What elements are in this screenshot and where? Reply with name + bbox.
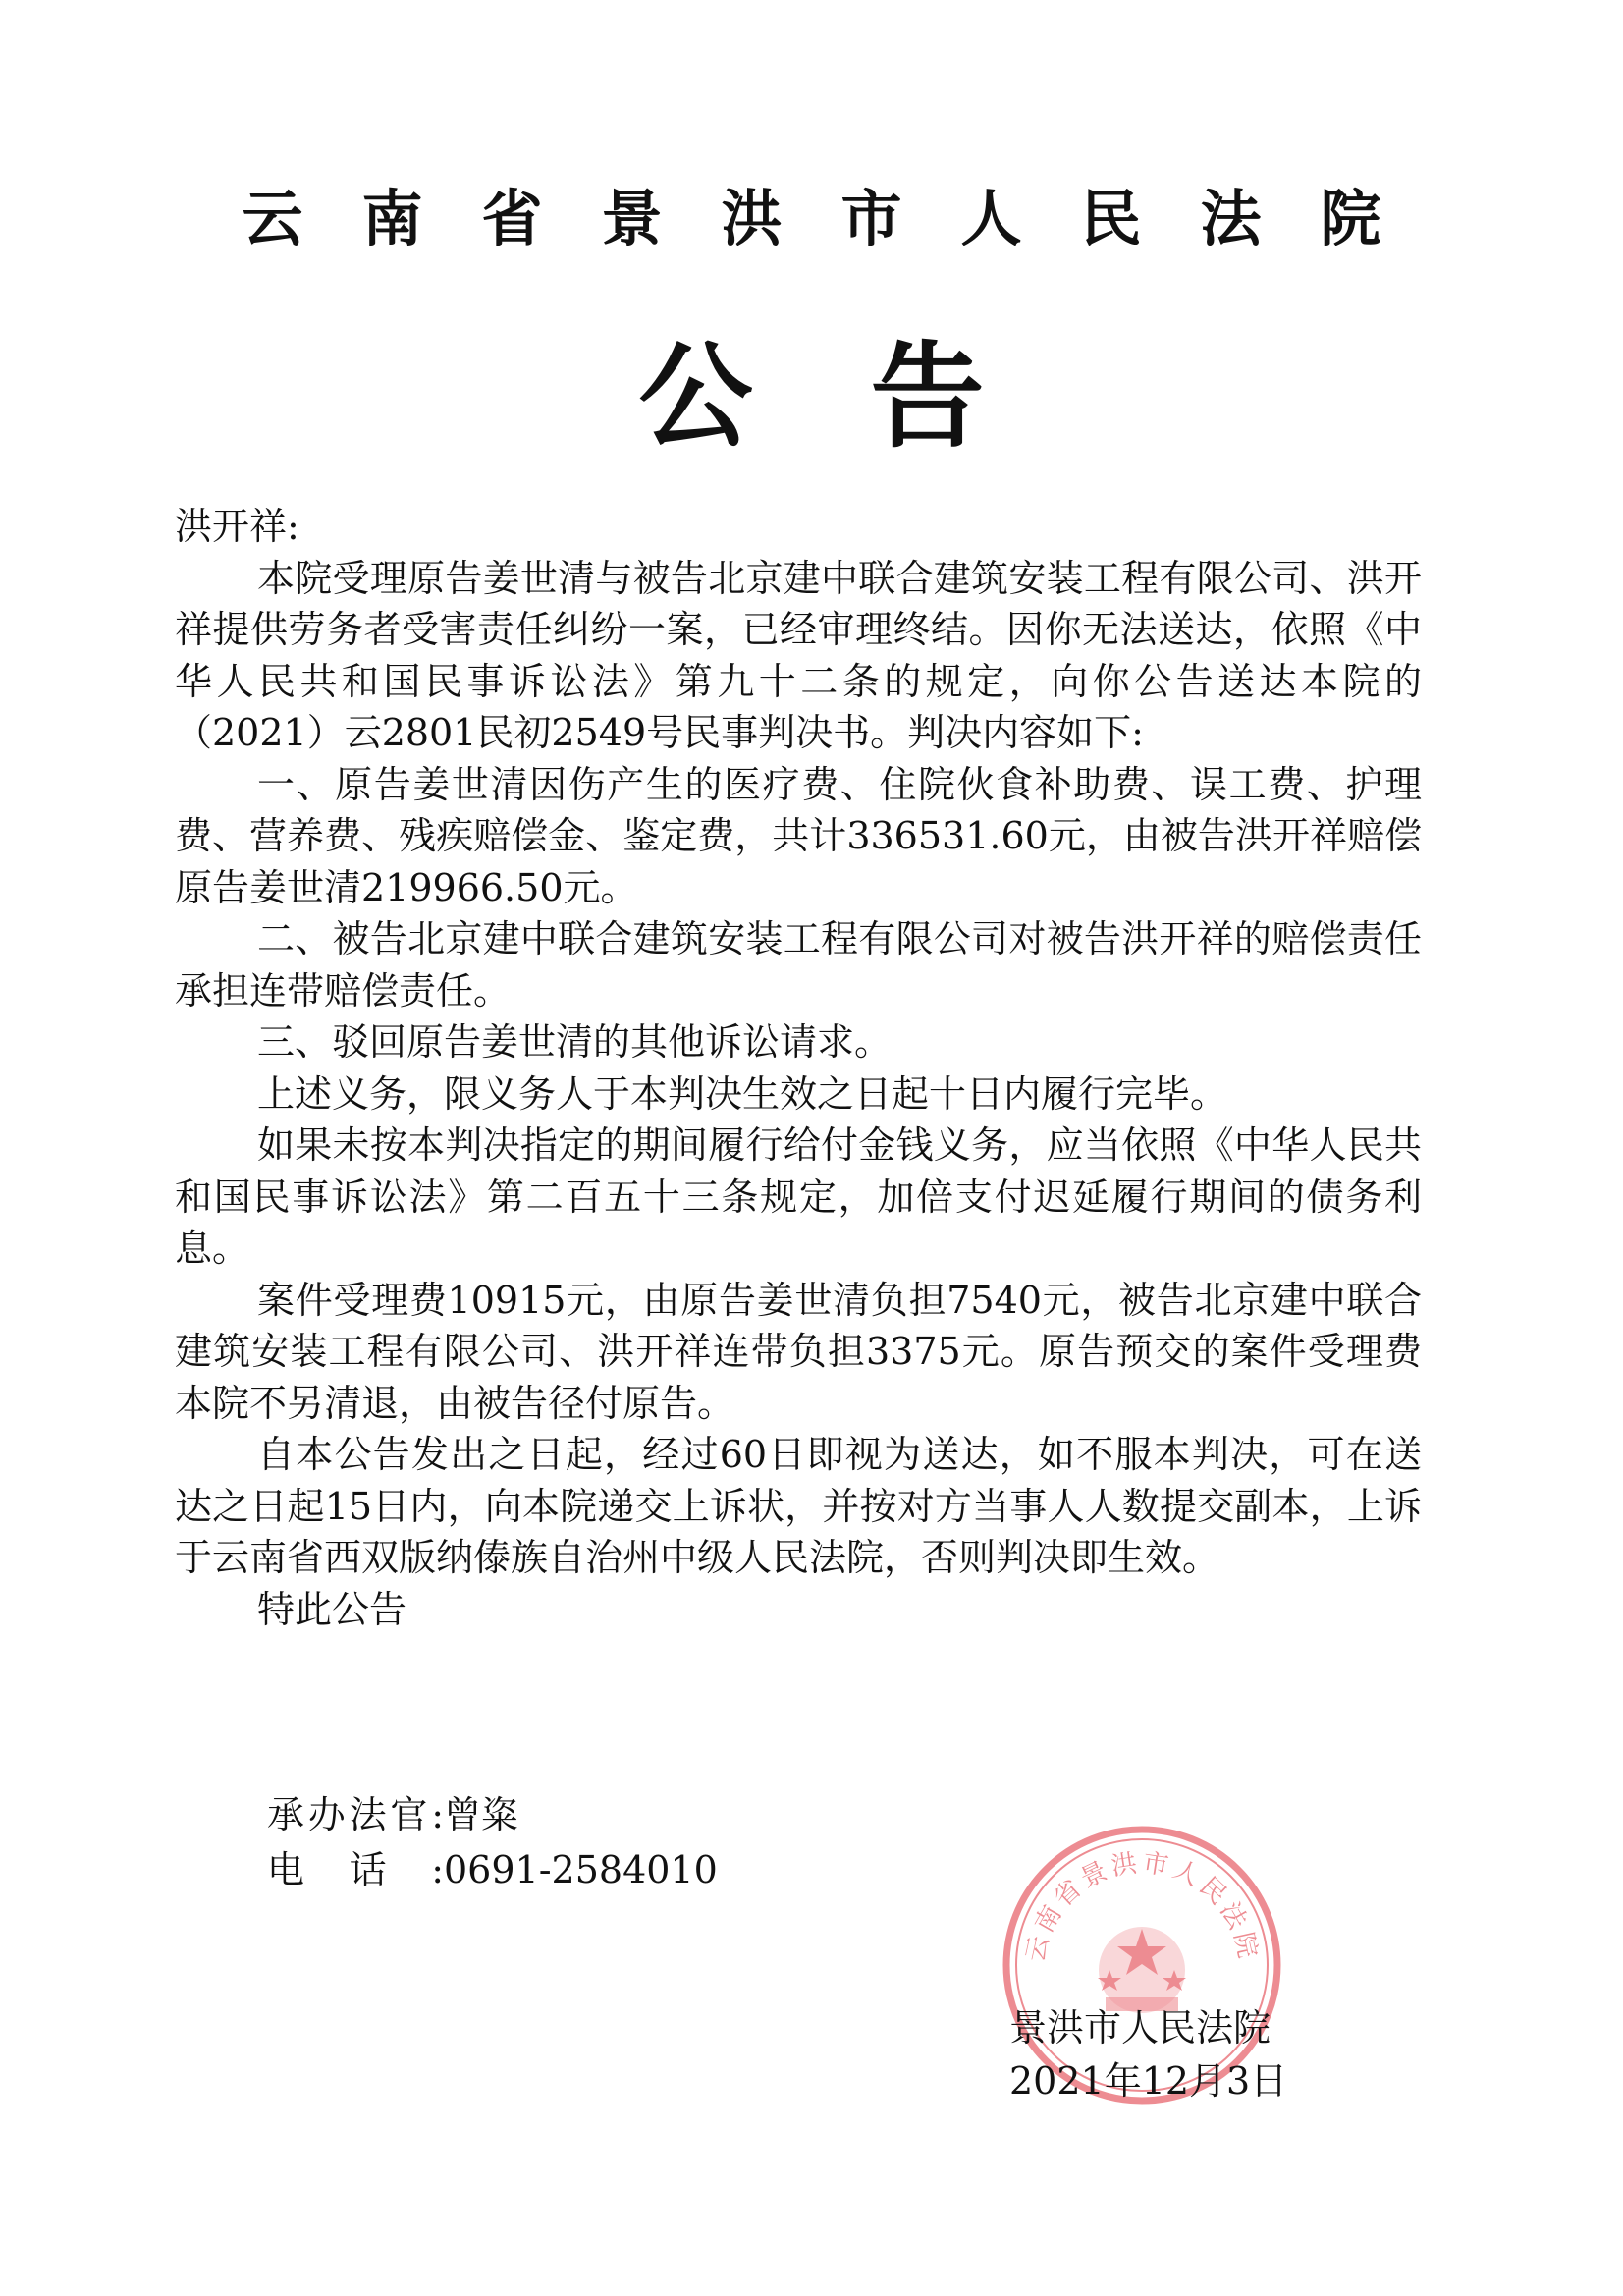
paragraph-ruling-2: 二、被告北京建中联合建筑安装工程有限公司对被告洪开祥的赔偿责任承担连带赔偿责任。 <box>175 917 1422 1012</box>
paragraph-appeal: 自本公告发出之日起，经过60日即视为送达，如不服本判决，可在送达之日起15日内，向本院递交上诉状，并按对方当事人人数提交副本，上诉于云南省西双版纳傣族自治州中级人民法院，否则判决即生效。 <box>175 1433 1422 1579</box>
phone-label: 电话: <box>267 1848 444 1891</box>
addressee: 洪开祥: <box>175 505 299 548</box>
seal-arc-text: 云南省景洪市人民法院 <box>1020 1848 1264 1965</box>
notice-body <box>175 501 1422 1635</box>
paragraph-closing: 特此公告 <box>257 1587 407 1631</box>
paragraph-obligation: 上述义务，限义务人于本判决生效之日起十日内履行完毕。 <box>257 1071 1228 1116</box>
document-title: 公告 <box>638 331 1103 464</box>
paragraph-ruling-1: 一、原告姜世清因伤产生的医疗费、住院伙食补助费、误工费、护理费、营养费、残疾赔偿金、鉴定费，共计336531.60元，由被告洪开祥赔偿原告姜世清219966.50元。 <box>175 762 1422 909</box>
paragraph-ruling-3: 三、驳回原告姜世清的其他诉讼请求。 <box>257 1020 893 1064</box>
signing-date: 2021年12月3日 <box>1009 2059 1288 2103</box>
judge-name: 曾粢 <box>444 1793 519 1836</box>
contact-info <box>267 1787 718 1897</box>
signing-court: 景洪市人民法院 <box>1009 2006 1271 2050</box>
judge-label: 承办法官: <box>267 1793 444 1836</box>
paragraph-court-fee: 案件受理费10915元，由原告姜世清负担7540元，被告北京建中联合建筑安装工程有限公司、洪开祥连带负担3375元。原告预交的案件受理费本院不另清退，由被告径付原告。 <box>175 1278 1422 1425</box>
court-name-heading: 云南省景洪市人民法院 <box>242 183 1440 254</box>
paragraph-late-payment: 如果未按本判决指定的期间履行给付金钱义务，应当依照《中华人民共和国民事诉讼法》第二百五十三条规定，加倍支付迟延履行期间的债务利息。 <box>175 1123 1422 1270</box>
phone-number: 0691-2584010 <box>444 1848 718 1891</box>
seal-emblem-icon <box>1098 1927 1186 2013</box>
phone-row <box>267 1842 718 1897</box>
paragraph-intro: 本院受理原告姜世清与被告北京建中联合建筑安装工程有限公司、洪开祥提供劳务者受害责任纠纷一案，已经审理终结。因你无法送达，依照《中华人民共和国民事诉讼法》第九十二条的规定，向你公告送达本院的（2021）云2801民初2549号民事判决书。判决内容如下: <box>175 556 1422 754</box>
judge-row <box>267 1787 718 1842</box>
